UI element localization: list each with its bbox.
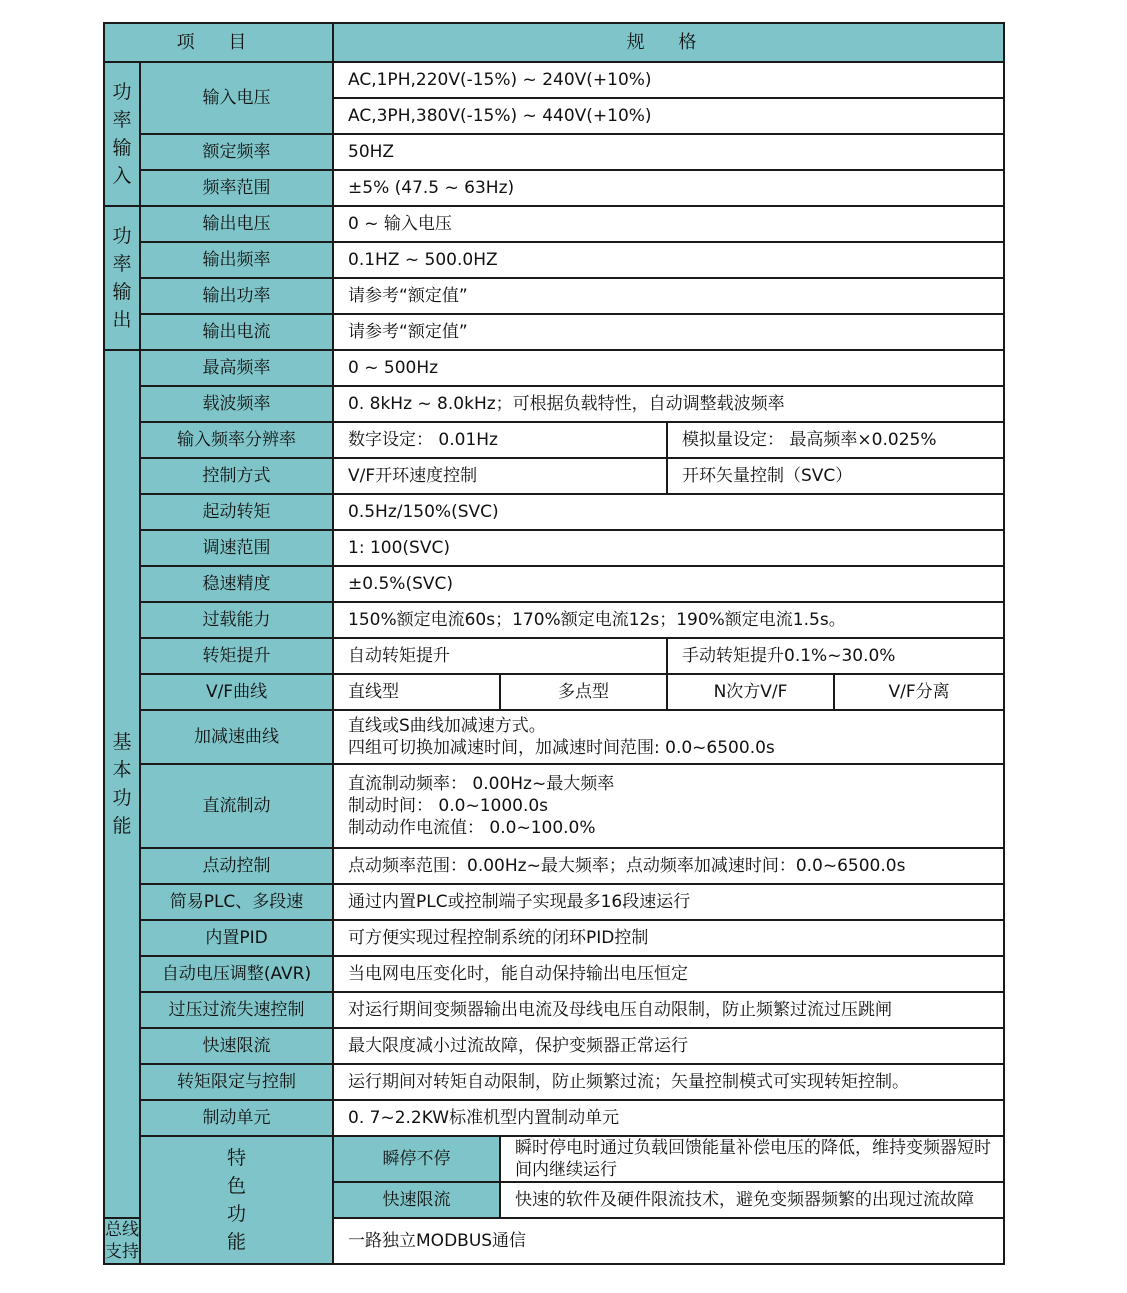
row-value-line: 四组可切换加减速时间，加减速时间范围: 0.0~6500.0s (348, 738, 775, 758)
row-label: 内置PID (140, 920, 333, 956)
group-basic: 基本功能 (104, 350, 140, 1218)
row-value (333, 764, 1004, 848)
row-value-line: 直流制动频率： 0.00Hz~最大频率 (348, 774, 615, 794)
row-label: 稳速精度 (140, 566, 333, 602)
row-value: ±5% (47.5 ~ 63Hz) (333, 170, 1004, 206)
row-value: 可方便实现过程控制系统的闭环PID控制 (333, 920, 1004, 956)
row-value: 模拟量设定： 最高频率×0.025% (667, 422, 1004, 458)
row-value: ±0.5%(SVC) (333, 566, 1004, 602)
group-special: 特色功能 (140, 1136, 333, 1264)
row-label: 输出电压 (140, 206, 333, 242)
row-label: 过压过流失速控制 (140, 992, 333, 1028)
row-value-line: 制动动作电流值： 0.0~100.0% (348, 818, 596, 838)
row-label: 频率范围 (140, 170, 333, 206)
row-value: 瞬时停电时通过负载回馈能量补偿电压的降低，维持变频器短时间内继续运行 (500, 1136, 1004, 1182)
row-label: 输出功率 (140, 278, 333, 314)
row-value: 一路独立MODBUS通信 (333, 1218, 1004, 1264)
row-label: V/F曲线 (140, 674, 333, 710)
row-value: 点动频率范围：0.00Hz~最大频率；点动频率加减速时间：0.0~6500.0s (333, 848, 1004, 884)
row-label: 输入频率分辨率 (140, 422, 333, 458)
row-value (333, 710, 1004, 764)
row-value: 直线型 (333, 674, 500, 710)
row-value: 最大限度减小过流故障，保护变频器正常运行 (333, 1028, 1004, 1064)
row-label: 自动电压调整(AVR) (140, 956, 333, 992)
row-label: 最高频率 (140, 350, 333, 386)
group-power-input: 功率输入 (104, 62, 140, 206)
row-label: 转矩提升 (140, 638, 333, 674)
row-value: 150%额定电流60s；170%额定电流12s；190%额定电流1.5s。 (333, 602, 1004, 638)
row-label: 转矩限定与控制 (140, 1064, 333, 1100)
row-value: 当电网电压变化时，能自动保持输出电压恒定 (333, 956, 1004, 992)
row-value-line: 直线或S曲线加减速方式。 (348, 716, 546, 736)
row-value: 多点型 (500, 674, 667, 710)
row-value: V/F开环速度控制 (333, 458, 667, 494)
row-value: 1: 100(SVC) (333, 530, 1004, 566)
row-label: 点动控制 (140, 848, 333, 884)
row-value: 快速的软件及硬件限流技术，避免变频器频繁的出现过流故障 (500, 1182, 1004, 1218)
row-label: 直流制动 (140, 764, 333, 848)
row-value: 0. 8kHz ~ 8.0kHz；可根据负载特性，自动调整载波频率 (333, 386, 1004, 422)
row-value: 0. 7~2.2KW标准机型内置制动单元 (333, 1100, 1004, 1136)
header-item: 项 目 (104, 23, 333, 62)
row-label: 输出电流 (140, 314, 333, 350)
row-value: 通过内置PLC或控制端子实现最多16段速运行 (333, 884, 1004, 920)
row-label: 制动单元 (140, 1100, 333, 1136)
row-label: 简易PLC、多段速 (140, 884, 333, 920)
row-value: 请参考“额定值” (333, 314, 1004, 350)
row-value: 请参考“额定值” (333, 278, 1004, 314)
row-value: 自动转矩提升 (333, 638, 667, 674)
row-value-line: 制动时间： 0.0~1000.0s (348, 796, 549, 816)
row-label: 过载能力 (140, 602, 333, 638)
row-value: 50HZ (333, 134, 1004, 170)
row-label: 额定频率 (140, 134, 333, 170)
row-value: 0.5Hz/150%(SVC) (333, 494, 1004, 530)
row-value: V/F分离 (834, 674, 1004, 710)
row-value: AC,3PH,380V(-15%) ~ 440V(+10%) (333, 98, 1004, 134)
row-value: 手动转矩提升0.1%~30.0% (667, 638, 1004, 674)
row-value: 0 ~ 500Hz (333, 350, 1004, 386)
row-label: 输入电压 (140, 62, 333, 134)
row-label: 载波频率 (140, 386, 333, 422)
row-value: 0.1HZ ~ 500.0HZ (333, 242, 1004, 278)
row-value: 0 ~ 输入电压 (333, 206, 1004, 242)
row-label: 快速限流 (333, 1182, 500, 1218)
group-power-output: 功率输出 (104, 206, 140, 350)
row-label: 快速限流 (140, 1028, 333, 1064)
row-label: 起动转矩 (140, 494, 333, 530)
header-spec: 规 格 (333, 23, 1004, 62)
spec-table (103, 22, 1005, 1265)
row-label: 瞬停不停 (333, 1136, 500, 1182)
row-value: 对运行期间变频器输出电流及母线电压自动限制，防止频繁过流过压跳闸 (333, 992, 1004, 1028)
row-label: 总线支持 (105, 1220, 139, 1262)
row-value: AC,1PH,220V(-15%) ~ 240V(+10%) (333, 62, 1004, 98)
row-label: 调速范围 (140, 530, 333, 566)
row-label: 输出频率 (140, 242, 333, 278)
row-value: 数字设定： 0.01Hz (333, 422, 667, 458)
row-value: N次方V/F (667, 674, 834, 710)
row-label: 加减速曲线 (140, 710, 333, 764)
row-label: 控制方式 (140, 458, 333, 494)
row-value: 运行期间对转矩自动限制，防止频繁过流；矢量控制模式可实现转矩控制。 (333, 1064, 1004, 1100)
row-value: 开环矢量控制（SVC） (667, 458, 1004, 494)
